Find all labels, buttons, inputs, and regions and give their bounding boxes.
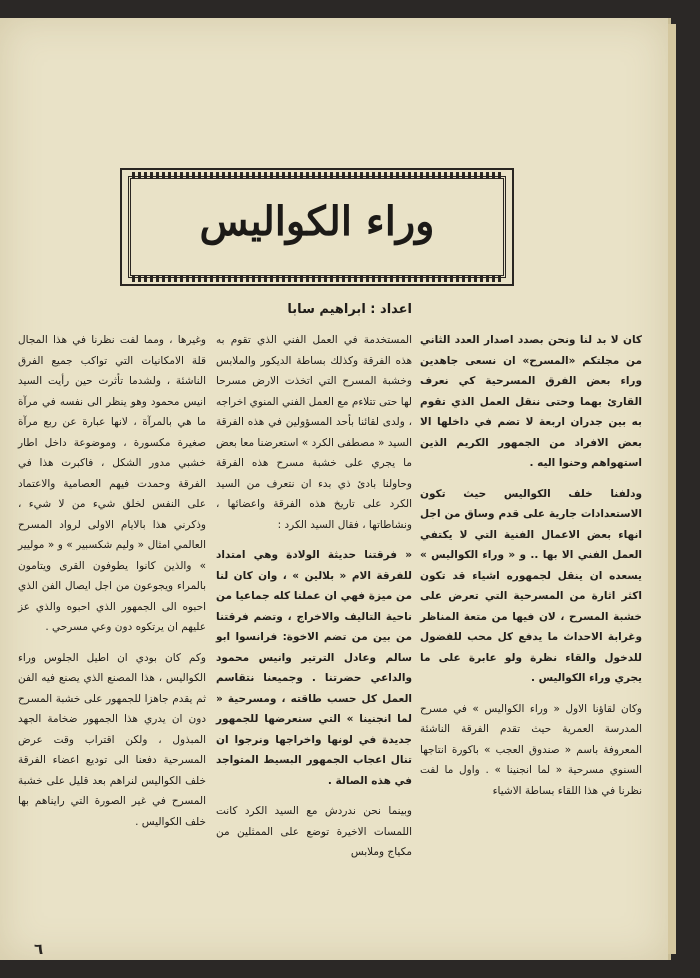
paragraph: وكان لقاؤنا الاول « وراء الكواليس » في مسرح المدرسة العمرية حيث تقدم الفرقة الناشئة المعروفة باسم « صندوق العجب » باكورة انتاجها السنوي مسرحية « لما انجنينا » . واول ما لفت نظرنا في هذا اللقاء بساطة الاشياء	[420, 702, 642, 797]
column-middle	[216, 330, 412, 873]
paragraph: المستخدمة في العمل الفني الذي تقوم به هذه الفرقة وكذلك بساطة الديكور والملابس وخشبة المسرح التي اتخذت الارض مسرحا لها حتى تتلاءم مع العمل الفني المنوي اخراجه ، ولدى لقائنا بأحد المسؤولين في هذه الفرقة السيد « مصطفى الكرد » استعرضنا معا بعض ما يجري على خشبة مسرح هذه الفرقة وحاولنا بادئ ذي بدء ان نتعرف من السيد الكرد على تاريخ هذه الفرقة واعضائها ، ونشاطاتها ، فقال السيد الكرد :	[216, 334, 412, 531]
paragraph: ودلفنا خلف الكواليس حيث تكون الاستعدادات جارية على قدم وساق من اجل انهاء بعض الاعمال الفنية التي لا يكتفي العمل الفني الا بها .. و « وراء الكواليس » يسعده ان ينقل لجمهوره اشياء قد تكون اكثر اثارة من المسرحية التي تعرض على خشبة المسرح ، لان فيها من متعة المناظر وغرابة الاحداث ما يدفع كل محب للفضول للدخول والقاء نظرة ولو عابرة على ما يجري وراء الكواليس .	[420, 487, 642, 684]
title-frame	[120, 168, 514, 286]
page-edge	[668, 24, 676, 954]
paragraph: كان لا بد لنا ونحن بصدد اصدار العدد الثاني من مجلتكم «المسرح» ان نسعى جاهدين وراء بعض الفرق المسرحية كي نعرف القارئ بهما وحتى ننقل العمل الذي تقوم به بين جدران اربعة لا تضم في داخلها الا بعض الافراد من الجمهور الكريم الذين استهواهم وحنوا اليه .	[420, 334, 642, 469]
title-frame-ornament-top	[132, 172, 502, 178]
magazine-page	[0, 18, 671, 960]
byline: اعداد : ابراهيم سابا	[287, 302, 412, 317]
paragraph: وبينما نحن ندردش مع السيد الكرد كانت اللمسات الاخيرة توضع على الممثلين من مكياج وملابس	[216, 805, 412, 858]
column-right	[420, 330, 642, 811]
column-left	[18, 330, 206, 842]
page-number: ٦	[34, 940, 44, 958]
title-frame-ornament-bottom	[132, 276, 502, 282]
paragraph: وكم كان بودي ان اطيل الجلوس وراء الكواليس ، هذا المصنع الذي يصنع فيه الفن ثم يقدم جاهزا للجمهور على خشبة المسرح دون ان يدري هذا الجمهور ضخامة الجهد المبذول ، ولكن اقتراب وقت عرض المسرحية دفعنا الى توديع اعضاء الفرقة خلف الكواليس لنراهم بعد قليل على خشبة المسرح في غير الصورة التي رايناهم بها خلف الكواليس .	[18, 651, 206, 828]
paragraph: « فرقتنا حديثة الولادة وهي امتداد للفرقة الام « بلالين » ، وان كان لنا من ميزة فهي ان عملنا كله جماعيا من ناحية التاليف والاخراج ، وتضم فرقتنا من بين من تضم الاخوة: فرانسوا ابو سالم وعادل الترتير وانيس محمود والداعي حضرتنا . وجميعنا نتقاسم العمل كل حسب طاقته ، ومسرحية « لما انجنينا » التي سنعرضها للجمهور جديدة في لونها واخراجها ونرجوا ان تنال اعجاب الجمهور البسيط المتواجد في هذه الصالة .	[216, 549, 412, 787]
article-title: وراء الكواليس	[199, 198, 435, 245]
paragraph: وغيرها ، ومما لفت نظرنا في هذا المجال قلة الامكانيات التي تواكب جميع الفرق الناشئة ، ولشدما تأثرت حين رأيت السيد انيس محمود وهو ينظر الى نفسه في مرآة ما هي بالمرآة ، لانها عبارة عن ربع مرآة صغيرة مكسورة ، وموضوعة داخل اطار خشبي مدور الشكل ، فاكبرت هذا في الفرقة وحمدت فيهم العصامية والاعتماد على النفس لخلق شيء من لا شيء ، وذكرني هذا بالايام الاولى لرواد المسرح العالمي امثال « وليم شكسبير » و « موليير » والذين كانوا يطوفون القرى ويتامون بالمراء ويجوعون من اجل ايصال الفن الذي احبوه الى الجمهور الذي احبوه والذي عز عليهم ان يرتكوه دون وعي مسرحي .	[18, 334, 206, 633]
